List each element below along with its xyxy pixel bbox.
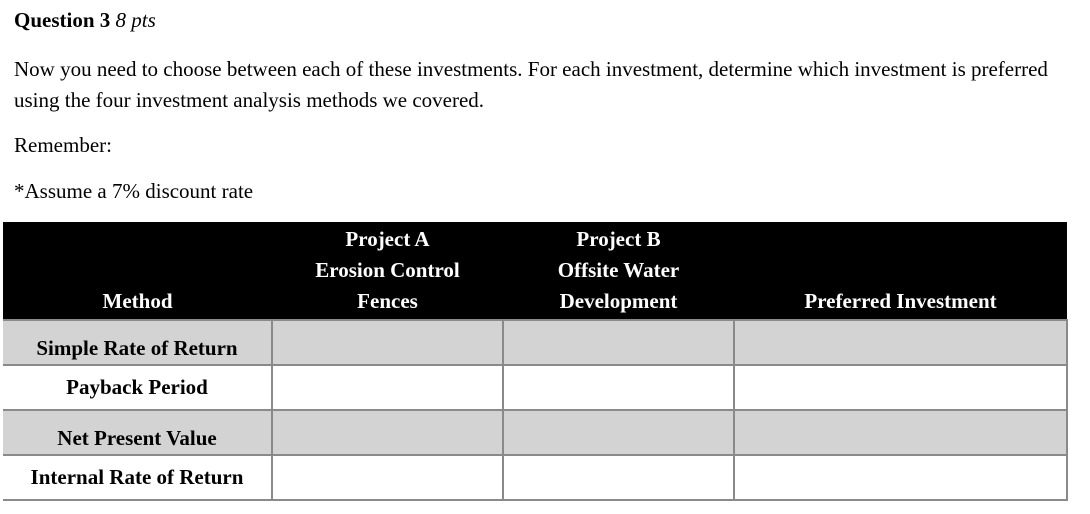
question-header [14,6,156,34]
header-project-a-line-2: Erosion Control [315,258,460,282]
question-prompt: Now you need to choose between each of these investments. For each investment, determine which investment is preferred using the four investment analysis methods we covered. [14,57,1048,112]
method-cell: Simple Rate of Return [3,320,272,365]
header-project-b-line-2: Offsite Water [557,258,680,282]
remember-label: Remember: [14,133,112,157]
header-method [3,222,272,320]
preferred-investment-cell[interactable] [734,365,1067,410]
header-project-a-line-1: Project A [345,227,430,251]
project-b-cell[interactable] [503,410,734,455]
project-a-cell[interactable] [272,455,503,500]
project-b-cell[interactable] [503,320,734,365]
table-row [3,410,1067,455]
method-cell: Net Present Value [3,410,272,455]
method-cell: Payback Period [3,365,272,410]
header-project-a-line-3: Fences [357,289,418,313]
table-row [3,320,1067,365]
table-row [3,365,1067,410]
project-a-cell[interactable] [272,365,503,410]
preferred-investment-cell[interactable] [734,410,1067,455]
investment-methods-table [3,222,1068,501]
question-title: Question 3 [14,8,111,32]
project-a-cell[interactable] [272,410,503,455]
table-header-row [3,222,1067,320]
preferred-investment-cell[interactable] [734,455,1067,500]
preferred-investment-cell[interactable] [734,320,1067,365]
header-project-b [503,222,734,320]
project-b-cell[interactable] [503,365,734,410]
header-preferred [734,222,1067,320]
header-project-b-line-3: Development [559,289,678,313]
method-cell: Internal Rate of Return [3,455,272,500]
header-preferred-label: Preferred Investment [804,289,997,313]
header-project-a [272,222,503,320]
header-method-label: Method [102,289,173,313]
project-b-cell[interactable] [503,455,734,500]
discount-rate-note: *Assume a 7% discount rate [14,179,254,203]
table-row [3,455,1067,500]
question-points: 8 pts [115,8,156,32]
header-project-b-line-1: Project B [576,227,661,251]
project-a-cell[interactable] [272,320,503,365]
